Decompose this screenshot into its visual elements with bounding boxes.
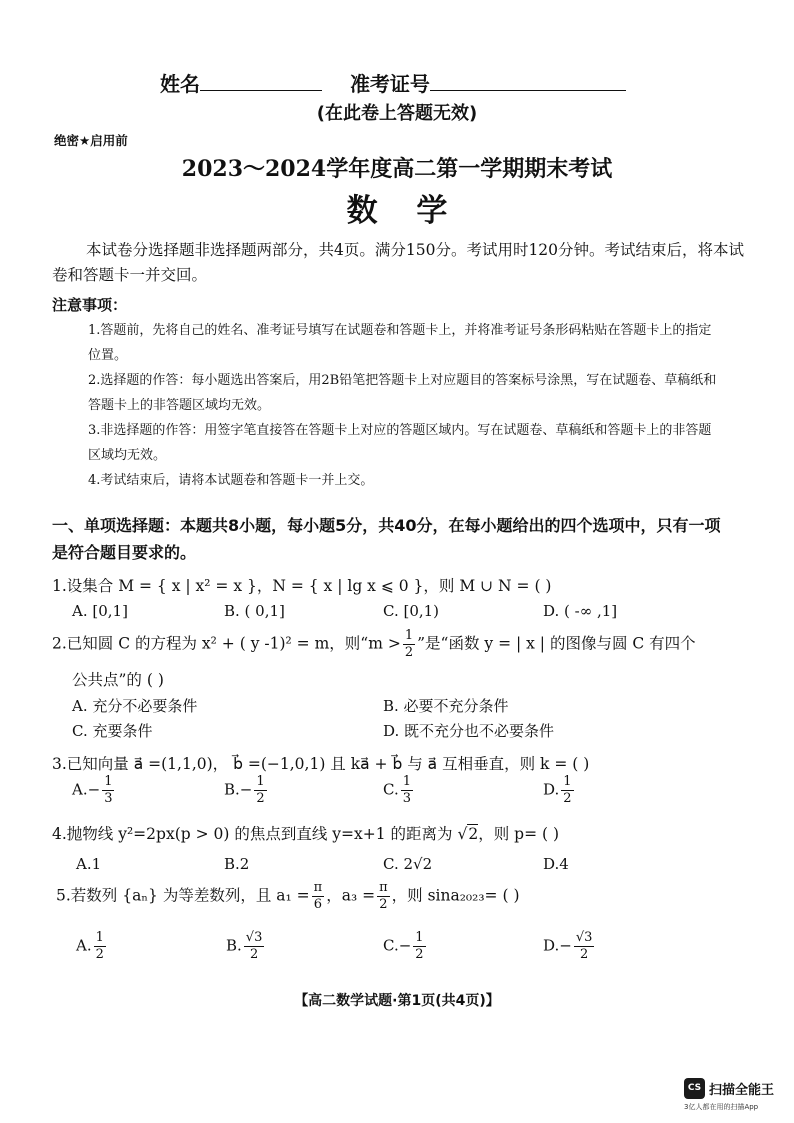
scanner-tagline: 3亿人都在用的扫描App	[684, 1103, 759, 1111]
q5-a1-fraction	[312, 880, 325, 913]
q5-d-fraction	[574, 930, 595, 963]
note-item: 1.答题前，先将自己的姓名、准考证号填写在试题卷和答题卡上，并将准考证号条形码粘贴在答题卡上的指定位置。	[88, 323, 712, 363]
q5-a1-den: 6	[313, 897, 323, 912]
q1-option-b: B. ( 0,1]	[224, 602, 285, 620]
q2-frac-num: 1	[404, 628, 414, 643]
q2-line2: 公共点”的 ( )	[72, 671, 164, 689]
q3-d-fraction	[561, 774, 573, 807]
q3-b-den: 2	[256, 791, 265, 806]
q2-option-b: B. 必要不充分条件	[383, 697, 509, 715]
page-footer: 【高二数学试题·第1页(共4页)】	[294, 993, 500, 1009]
q2-option-c: C. 充要条件	[72, 722, 153, 740]
q5-a3-den: 2	[379, 897, 388, 912]
q3-option-a	[72, 774, 116, 807]
q3-b-fraction	[254, 774, 266, 807]
q3-d-num: 1	[563, 774, 572, 789]
q2-text-b: ”是“函数 y = | x | 的图像与圆 C 有四个	[417, 634, 696, 653]
question-5	[56, 880, 520, 913]
candidate-info-line	[160, 68, 626, 97]
q5-c-fraction	[413, 930, 425, 963]
q5-d-label: D.	[543, 936, 560, 955]
q5-d-num: √3	[575, 930, 593, 945]
q5-option-b	[226, 930, 266, 963]
note-item: 3.非选择题的作答：用签字笔直接答在答题卡上对应的答题区域内。写在试题卷、草稿纸和答题卡上的非答题区域均无效。	[88, 423, 712, 463]
q3-a-label: A.	[72, 780, 88, 799]
q2-fraction	[403, 628, 415, 661]
q5-a1: a₁ =	[276, 886, 310, 905]
q5-c-den: 2	[415, 947, 424, 962]
q3-d-den: 2	[563, 791, 572, 806]
q2-text-a: 2.已知圆 C 的方程为 x² + ( y -1)² = m，则“m >	[52, 634, 401, 653]
q3-option-d	[543, 774, 576, 807]
exam-number-blank	[430, 72, 626, 91]
camscanner-logo-icon: CS	[684, 1078, 705, 1099]
q5-option-a	[76, 930, 108, 963]
q5-c-num: 1	[415, 930, 424, 945]
q5-c-label: C.	[383, 936, 399, 955]
invalid-notice: (在此卷上答题无效)	[316, 103, 478, 124]
question-3: 3.已知向量 a⃗ =(1,1,0)， b⃗ =(−1,0,1) 且 ka⃗ + b⃗ 与 a⃗ 互相垂直，则 k = ( )	[52, 755, 590, 773]
q5-a3: ，a₃ =	[326, 886, 376, 905]
q3-option-b	[224, 774, 269, 807]
q3-a-den: 3	[104, 791, 113, 806]
question-1: 1.设集合 M = { x | x² = x }，N = { x | lg x ⩽ 0 }，则 M ∪ N = ( )	[52, 577, 552, 595]
q3-c-fraction	[401, 774, 413, 807]
q3-b-num: 1	[256, 774, 265, 789]
q1-option-d: D. ( -∞ ,1]	[543, 602, 618, 620]
notes-list	[88, 318, 724, 493]
q2-option-a: A. 充分不必要条件	[72, 697, 198, 715]
secret-label: 绝密★启用前	[54, 133, 128, 148]
q3-option-c	[383, 774, 415, 807]
q5-b-label: B.	[226, 936, 242, 955]
note-item: 2.选择题的作答：每小题选出答案后，用2B铅笔把答题卡上对应题目的答案标号涂黑，写在试题卷、草稿纸和答题卡上的非答题区域均无效。	[88, 373, 717, 413]
q4-option-c: C. 2√2	[383, 855, 433, 873]
note-item: 4.考试结束后，请将本试题卷和答题卡一并上交。	[88, 473, 374, 488]
q1-option-a: A. [0,1]	[72, 602, 128, 620]
q5-a-num: 1	[95, 930, 104, 945]
q5-option-c	[383, 930, 428, 963]
q4-option-d: D.4	[543, 855, 569, 873]
q3-b-label: B.	[224, 780, 240, 799]
question-2	[52, 628, 696, 661]
notes-heading: 注意事项：	[52, 296, 128, 314]
q3-c-num: 1	[402, 774, 411, 789]
exam-title: 2023～2024学年度高二第一学期期末考试	[181, 156, 613, 182]
question-4: 4.抛物线 y²=2px(p > 0) 的焦点到直线 y=x+1 的距离为 √2，则 p= ( )	[52, 825, 560, 843]
scanner-app-name: 扫描全能王	[709, 1083, 775, 1098]
subject-title: 数 学	[346, 193, 462, 229]
exam-number-label: 准考证号	[349, 72, 430, 96]
q5-text-c: ，则 sina₂₀₂₃= ( )	[391, 886, 520, 905]
q2-frac-den: 2	[404, 645, 414, 660]
q4-text-b: ，则 p= ( )	[478, 825, 560, 843]
exam-intro: 本试卷分选择题非选择题两部分，共4页。满分150分。考试用时120分钟。考试结束后，将本试卷和答题卡一并交回。	[52, 241, 745, 284]
section-title: 一、单项选择题：本题共8小题，每小题5分，共40分，在每小题给出的四个选项中，只有一项是符合题目要求的。	[52, 516, 721, 562]
q2-option-d: D. 既不充分也不必要条件	[383, 722, 555, 740]
q5-d-den: 2	[579, 947, 589, 962]
q5-b-fraction	[244, 930, 265, 963]
q4-text-a: 4.抛物线 y²=2px(p > 0) 的焦点到直线 y=x+1 的距离为	[52, 825, 453, 843]
q3-b-sign: −	[239, 780, 253, 799]
name-blank	[200, 72, 322, 91]
q5-a-den: 2	[95, 947, 104, 962]
q3-a-fraction	[102, 774, 114, 807]
q5-b-num: √3	[245, 930, 263, 945]
q5-a-fraction	[94, 930, 106, 963]
q5-a3-fraction	[377, 880, 390, 913]
q5-option-d	[543, 930, 596, 963]
q5-text-a: 5.若数列	[56, 886, 118, 905]
q1-option-c: C. [0,1)	[383, 602, 440, 620]
q5-a3-num: π	[379, 880, 388, 895]
q3-c-den: 3	[402, 791, 411, 806]
q4-option-b: B.2	[224, 855, 250, 873]
q5-text-b: 为等差数列，且	[162, 886, 272, 905]
q3-a-sign: −	[87, 780, 101, 799]
q4-option-a: A.1	[76, 855, 102, 873]
q5-a1-num: π	[313, 880, 323, 895]
name-label: 姓名	[160, 72, 200, 96]
q5-a-label: A.	[76, 936, 92, 955]
q3-a-num: 1	[104, 774, 113, 789]
q5-c-sign: −	[398, 936, 412, 955]
q5-d-sign: −	[559, 936, 572, 955]
q5-seq: {aₙ}	[122, 886, 158, 905]
q4-sqrt: 2	[468, 825, 479, 843]
scanner-watermark	[684, 1076, 784, 1116]
q3-c-label: C.	[383, 780, 399, 799]
q3-d-label: D.	[543, 780, 560, 799]
q5-b-den: 2	[249, 947, 259, 962]
